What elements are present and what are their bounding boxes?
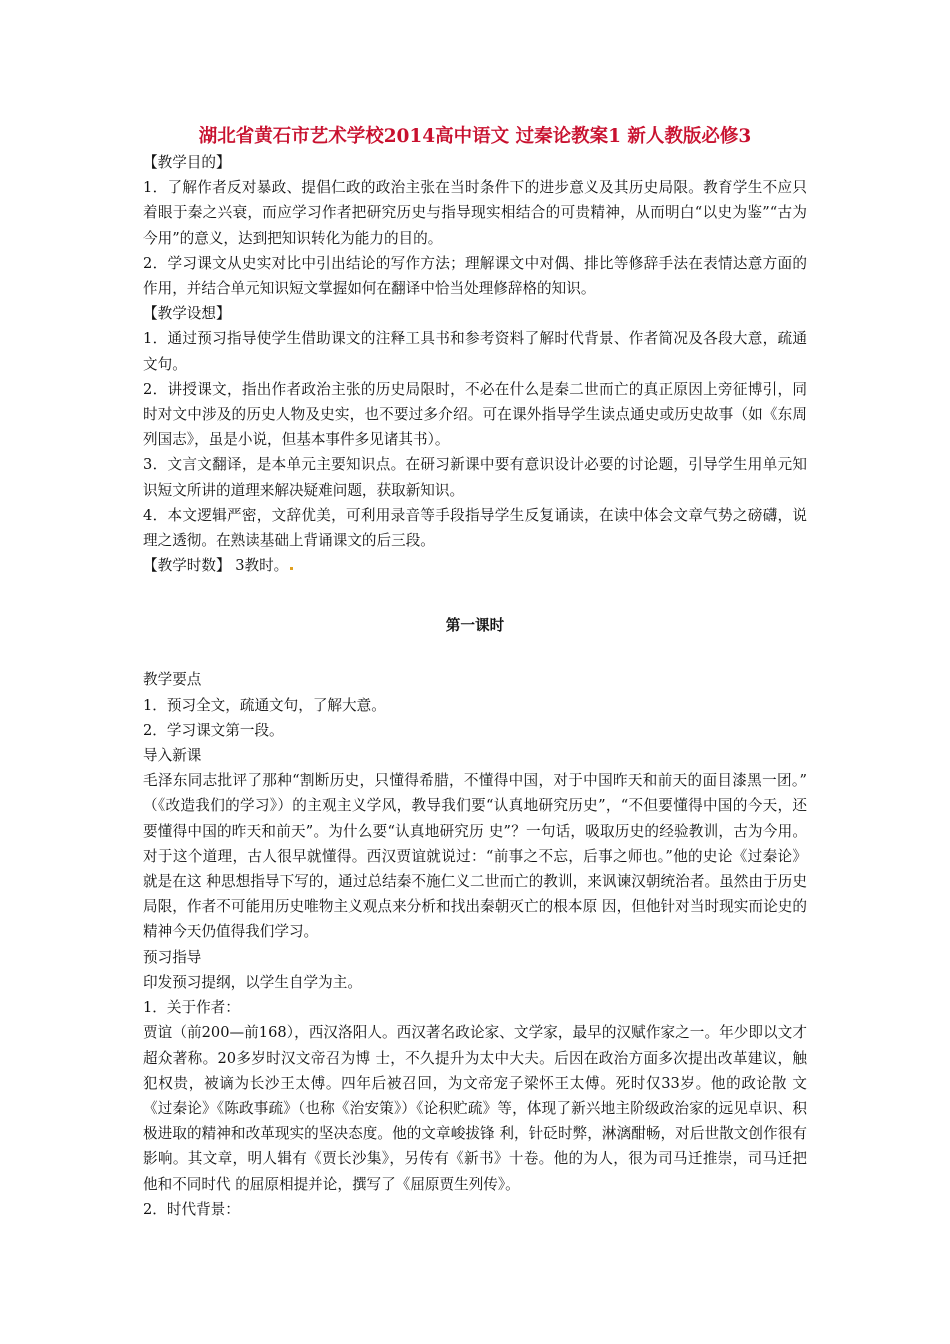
teaching-hours-text: 【教学时数】 3教时。 [143, 557, 289, 575]
design-item-4: 4．本文逻辑严密，文辞优美，可利用录音等手段指导学生反复诵读，在读中体会文章气势之磅礴，说理之透彻。在熟读基础上背诵课文的后三段。 [143, 506, 807, 550]
design-item-2: 2．讲授课文，指出作者政治主张的历史局限时，不必在什么是秦二世而亡的真正原因上旁征博引，同时对文中涉及的历史人物及史实，也不要过多介绍。可在课外指导学生读点通史或历史故事（如《东周列国志》，虽是小说，但基本事件多见诸其书）。 [143, 380, 807, 449]
design-heading: 【教学设想】 [143, 305, 231, 323]
author-label: 1．关于作者： [143, 999, 240, 1017]
intro-paragraph: 毛泽东同志批评了那种“割断历史，只懂得希腊，不懂得中国，对于中国昨天和前天的面目漆黑一团。” （《改造我们的学习》）的主观主义学风，教导我们要“认真地研究历史”，“不但要懂得中国的今天，还要懂得中国的昨天和前天”。为什么要“认真地研究历 史”？一句话，吸取历史的经验教训，古为今用。对于这个道理，古人很早就懂得。西汉贾谊就说过：“前事之不忘，后事之师也。”他的史论《过秦论》就是在这 种思想指导下写的，通过总结秦不施仁义二世而亡的教训，来讽谏汉朝统治者。虽然由于历史局限，作者不可能用历史唯物主义观点来分析和找出秦朝灭亡的根本原 因，但他针对当时现实而论史的精神今天仍值得我们学习。 [143, 772, 822, 941]
design-item-1: 1．通过预习指导使学生借助课文的注释工具书和参考资料了解时代背景、作者简况及各段大意，疏通文句。 [143, 330, 807, 373]
preview-intro: 印发预习提纲，以学生自学为主。 [143, 973, 362, 991]
author-paragraph: 贾谊（前200—前168），西汉洛阳人。西汉著名政论家、文学家，最早的汉赋作家之一。年少即以文才超众著称。20多岁时汉文帝召为博 士，不久提升为太中大夫。后因在政治方面多次提出改革建议，触犯权贵，被谪为长沙王太傅。四年后被召回，为文帝宠子梁怀王太傅。死时仅33岁。他的政论散 文《过秦论》《陈政事疏》（也称《治安策》）《论积贮疏》等，体现了新兴地主阶级政治家的远见卓识、积极进取的精神和改革现实的坚决态度。他的文章峻拔锋 利，针砭时弊，淋漓酣畅，对后世散文创作很有影响。其文章，明人辑有《贾长沙集》，另传有《新书》十卷。他的为人，很为司马迁推崇，司马迁把他和不同时代 的屈原相提并论，撰写了《屈原贾生列传》。 [143, 1024, 807, 1193]
document-title: 湖北省黄石市艺术学校2014高中语文 过秦论教案1 新人教版必修3 [198, 126, 752, 147]
intro-label: 导入新课 [143, 747, 202, 765]
preview-label: 预习指导 [143, 948, 202, 966]
design-item-3: 3．文言文翻译，是本单元主要知识点。在研习新课中要有意识设计必要的讨论题，引导学生用单元知识短文所讲的道理来解决疑难问题，获取新知识。 [143, 456, 807, 499]
key-point-1: 1．预习全文，疏通文句，了解大意。 [143, 696, 386, 714]
goals-item-2: 2．学习课文从史实对比中引出结论的写作方法；理解课文中对偶、排比等修辞手法在表情达意方面的作用，并结合单元知识短文掌握如何在翻译中恰当处理修辞格的知识。 [143, 254, 807, 298]
goals-heading: 【教学目的】 [143, 154, 231, 171]
key-point-2: 2．学习课文第一段。 [143, 721, 284, 739]
key-points-label: 教学要点 [143, 671, 202, 689]
stray-dot-mark [290, 567, 293, 570]
background-label: 2．时代背景： [143, 1200, 240, 1218]
goals-item-1: 1．了解作者反对暴政、提倡仁政的政治主张在当时条件下的进步意义及其历史局限。教育学生不应只着眼于秦之兴衰，而应学习作者把研究历史与指导现实相结合的可贵精神，从而明白“以史为鉴”“古为今用”的意义，达到把知识转化为能力的目的。 [143, 179, 807, 247]
document-page [143, 124, 822, 1222]
lesson-heading: 第一课时 [445, 617, 505, 635]
teaching-hours [143, 553, 807, 578]
